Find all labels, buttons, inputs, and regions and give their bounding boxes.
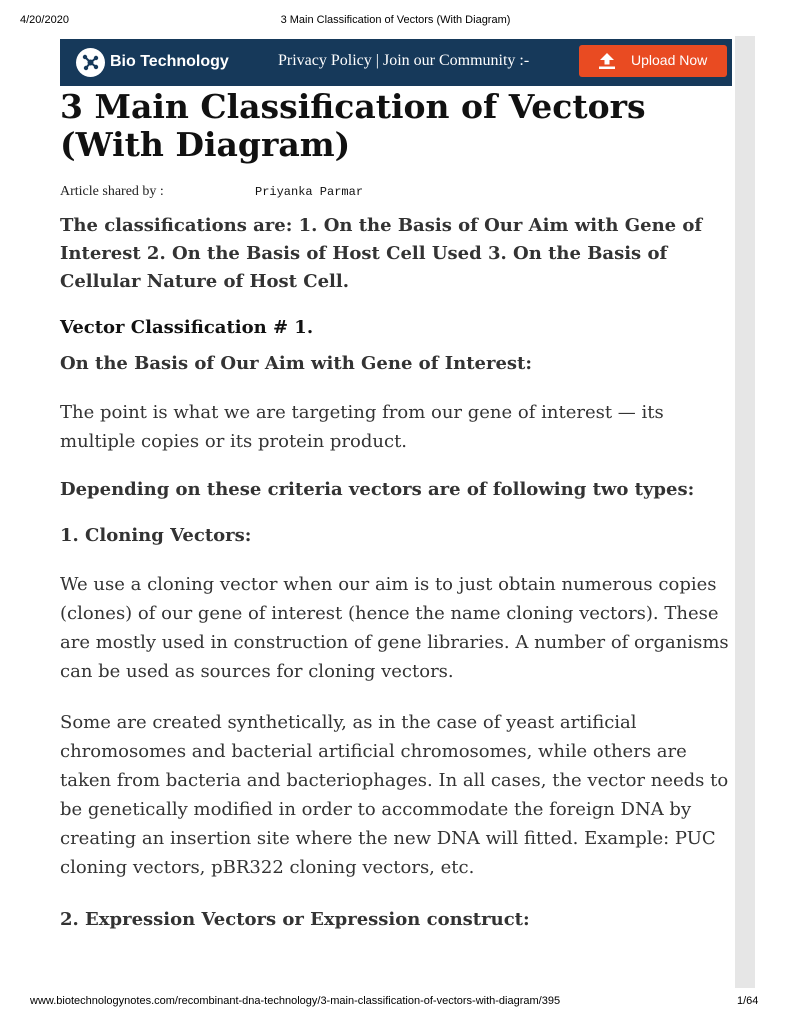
- paragraph-3: Some are created synthetically, as in the case of yeast artificial chromosomes and bacterial artificial chromosomes, while others are taken from bacteria and bacteriophages. In all cases, the vector needs to be genetically modified in order to accommodate the foreign DNA by creating an insertion site where the new DNA will fitted. Example: PUC cloning vectors, pBR322 cloning vectors, etc.: [60, 712, 729, 878]
- section-subheading-1: On the Basis of Our Aim with Gene of Interest:: [60, 353, 532, 374]
- upload-now-button[interactable]: [579, 45, 727, 77]
- logo-icon[interactable]: [76, 48, 105, 77]
- print-page-number: 1/64: [737, 995, 759, 1007]
- site-header: [60, 39, 732, 86]
- cloning-vectors-heading: 1. Cloning Vectors:: [60, 525, 252, 546]
- upload-arrow-icon: [597, 52, 617, 70]
- article-title: 3 Main Classification of Vectors (With Diagram): [60, 87, 646, 164]
- privacy-policy-link[interactable]: Privacy Policy: [278, 52, 372, 69]
- byline-label: Article shared by :: [60, 184, 164, 199]
- section-heading-1: Vector Classification # 1.: [60, 317, 314, 338]
- site-logo-text[interactable]: Bio Technology: [110, 53, 229, 70]
- article-body: [60, 88, 732, 932]
- print-title: 3 Main Classification of Vectors (With Diagram): [280, 14, 511, 26]
- byline-author: Priyanka Parmar: [255, 185, 364, 199]
- expression-vectors-heading: 2. Expression Vectors or Expression construct:: [60, 909, 530, 930]
- molecule-icon: [81, 53, 100, 72]
- upload-now-label: Upload Now: [631, 52, 708, 68]
- paragraph-1: The point is what we are targeting from our gene of interest — its multiple copies or its protein product.: [60, 402, 664, 452]
- print-footer-url: www.biotechnologynotes.com/recombinant-dna-technology/3-main-classification-of-vectors-with-diagram/395: [30, 995, 561, 1007]
- criteria-heading: Depending on these criteria vectors are of following two types:: [60, 479, 695, 500]
- join-community-link[interactable]: Join our Community :-: [382, 52, 530, 69]
- byline: [60, 184, 732, 202]
- print-date: 4/20/2020: [20, 14, 69, 26]
- page-scroll-track[interactable]: [735, 36, 755, 988]
- nav-separator: |: [371, 52, 383, 69]
- article-intro: The classifications are: 1. On the Basis of Our Aim with Gene of Interest 2. On the Basis of Host Cell Used 3. On the Basis of Cellular Nature of Host Cell.: [60, 215, 703, 292]
- header-nav: [278, 52, 529, 70]
- paragraph-2: We use a cloning vector when our aim is to just obtain numerous copies (clones) of our gene of interest (hence the name cloning vectors). These are mostly used in construction of gene libraries. A number of organisms can be used as sources for cloning vectors.: [60, 574, 729, 682]
